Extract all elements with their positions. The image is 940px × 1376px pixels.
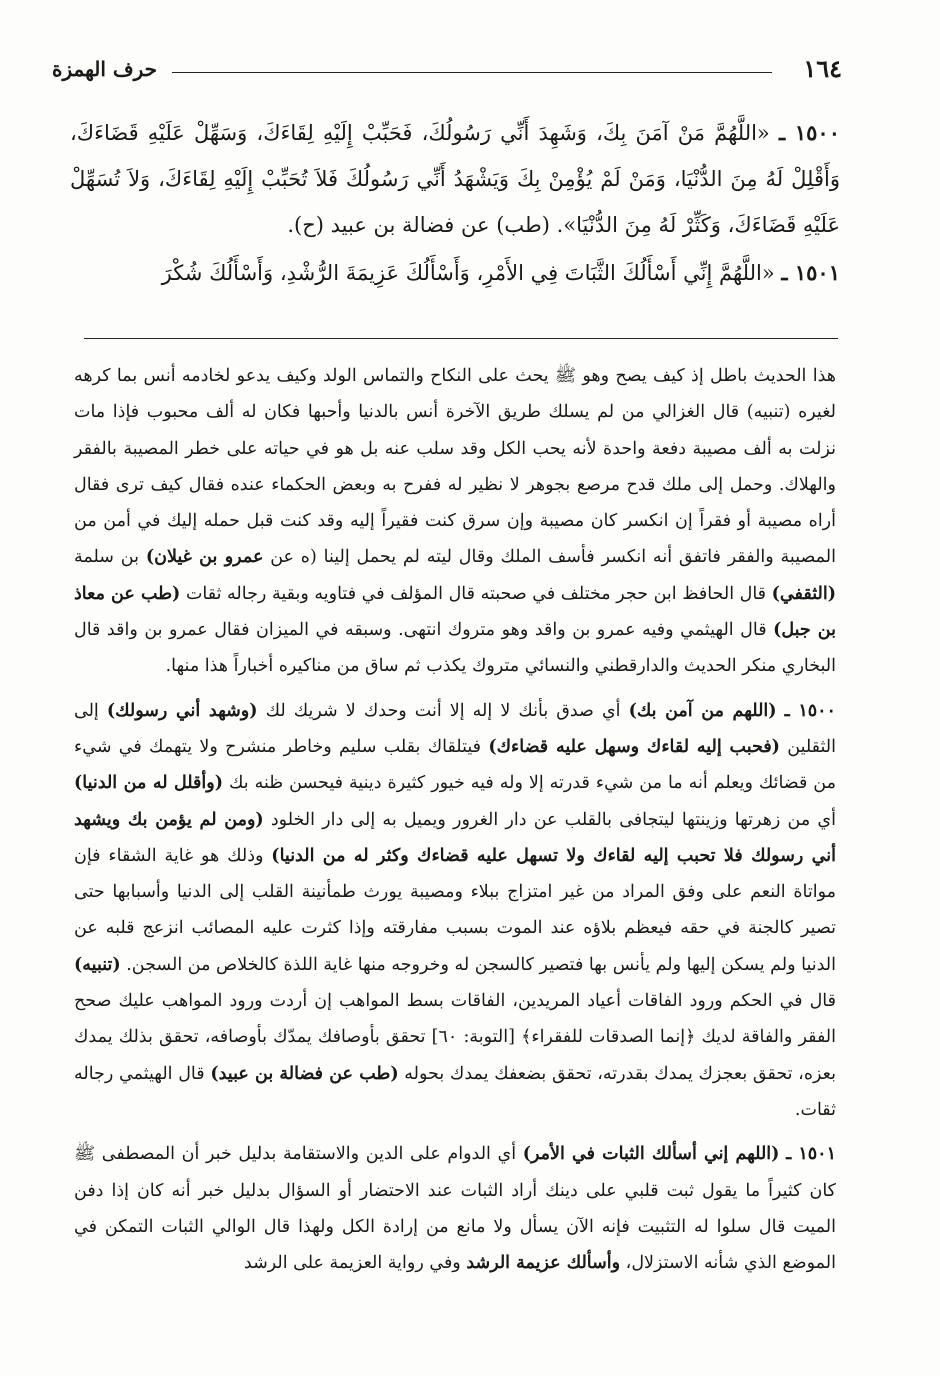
hadith-body: «اللَّهُمَّ إِنِّي أَسْأَلُكَ الثَّبَاتَ فِي الأَمْرِ، وَأَسْأَلُكَ عَزِيمَةَ الرُّشْدِ، وَأَسْأَلُكَ شُكْرَ bbox=[161, 261, 775, 285]
commentary-text: قال الهيثمي وفيه عمرو بن واقد وهو متروك انتهى. وسبقه في الميزان فقال عمرو بن واقد قال البخاري منكر الحديث والدارقطني والنسائي متروك يكذب ثم ساق من مناكيره أخباراً هذا منها. bbox=[74, 620, 836, 677]
commentary-citation: (الثقفي) bbox=[771, 583, 836, 604]
commentary-text: قال في الحكم ورود الفاقات أعياد المريدين، الفاقات بسط المواهب إن أردت ورود المواهب عليك صحح الفقر والفاقة لديك ﴿إنما الصدقات للفقراء﴾ [التوبة: ٦٠] تحقق بأوصافك يمدّك بأوصافه، تحقق بذلك يمدك بعزه، تحقق بعجزك يمدك بقدرته، تحقق بضعفك يمدك بحوله bbox=[74, 991, 836, 1084]
commentary-text: أي من زهرتها وزينتها ليتجافى بالقلب عن دار الغرور ويميل به إلى دار الخلود bbox=[270, 809, 836, 830]
commentary-paragraph-2 bbox=[74, 693, 836, 1129]
quoted-phrase: (فحبب إليه لقاءك وسهل عليه قضاءك) bbox=[488, 736, 780, 757]
quoted-phrase: (وشهد أني رسولك) bbox=[106, 700, 258, 721]
hadith-1500 bbox=[70, 110, 840, 248]
commentary-text: إلى الثقلين bbox=[74, 700, 836, 757]
hadith-number: ١٥٠٠ ـ bbox=[778, 120, 840, 145]
hadith-number: ١٥٠١ ـ bbox=[781, 260, 840, 285]
hadith-body: «اللَّهُمَّ مَنْ آمَنَ بِكَ، وَشَهِدَ أَنِّي رَسُولُكَ، فَحَبِّبْ إِلَيْهِ لِقَاءَكَ، وَسَهِّلْ عَلَيْهِ قَضَاءَكَ، وَأَقْلِلْ لَهُ مِنَ الدُّنْيَا، وَمَنْ لَمْ يُؤْمِنْ بِكَ وَيَشْهَدُ أَنِّي رَسُولُكَ فَلاَ تُحَبِّبْ إِلَيْهِ لِقَاءَكَ، وَلاَ تُسَهِّلْ عَلَيْهِ قَضَاءَكَ، وَكَثِّرْ لَهُ مِنَ الدُّنْيَا». (طب) عن فضالة بن عبيد (ح). bbox=[70, 121, 840, 237]
commentary-text: وذلك هو غاية الشقاء فإن مواتاة النعم على وفق المراد من غير امتزاج ببلاء ومصيبة يورث طمأنينة القلب إلى الدنيا وأسبابها حتى تصير كالجنة في حقه فيعظم بلاؤه عند الموت بسبب مفارقته وإذا كثرت عليه المصائب انزعج قلبه عن الدنيا ولم يسكن إليها ولم يأنس بها فتصير كالسجن له وخروجه منها غاية اللذة كالخلاص من السجن. bbox=[74, 845, 836, 975]
commentary-text: وفي رواية العزيمة على الرشد bbox=[243, 1253, 461, 1274]
hadith-1501 bbox=[70, 250, 840, 296]
commentary-citation: (طب عن فضالة بن عبيد) bbox=[210, 1063, 399, 1084]
commentary-text: قال الحافظ ابن حجر مختلف في صحبته قال المؤلف في فتاويه وبقية رجاله ثقات bbox=[185, 583, 767, 604]
header-rule bbox=[172, 72, 772, 73]
commentary-citation: (طب عن معاذ بن جبل) bbox=[74, 583, 836, 641]
section-title: حرف الهمزة bbox=[52, 57, 158, 81]
commentary-text: أي الدوام على الدين والاستقامة بدليل خبر أن المصطفى ﷺ كان كثيراً ما يقول ثبت قلبي على دينك أراد الثبات عند الاحتضار أو السؤال بدليل خبر أنه كان إذا دفن الميت قال سلوا له التثبيت فإنه الآن يسأل ولا مانع من إرادة الكل ولهذا قال الوالي الثبات التمكن في الموضع الذي شأنه الاستزلال، bbox=[74, 1144, 836, 1274]
quoted-phrase: (اللهم إني أسألك الثبات في الأمر) bbox=[522, 1144, 780, 1165]
entry-number: ١٥٠١ ـ bbox=[786, 1144, 836, 1165]
quoted-phrase: (ومن لم يؤمن بك ويشهد أني رسولك فلا تحبب إليه لقاءك ولا تسهل عليه قضاءك وكثر له من الدنيا) bbox=[74, 809, 836, 866]
commentary-text: فيتلقاك بقلب سليم وخاطر منشرح ولا يتهمك في شيء من قضائك ويعلم أنه ما من شيء قدرته إلا وله فيه خيور كثيرة دينية فيحسن ظنه بك bbox=[74, 736, 836, 794]
commentary-paragraph-3 bbox=[74, 1136, 836, 1281]
commentary-text: بن سلمة bbox=[74, 547, 139, 568]
footnote-divider bbox=[84, 338, 838, 339]
commentary-paragraph-1 bbox=[74, 358, 836, 685]
commentary-text: قال الهيثمي رجاله ثقات. bbox=[74, 1063, 836, 1120]
quoted-phrase: (وأقلل له من الدنيا) bbox=[74, 773, 224, 794]
page-header bbox=[52, 52, 842, 86]
commentary bbox=[74, 358, 836, 1289]
quoted-phrase: وأسألك عزيمة الرشد bbox=[466, 1253, 621, 1274]
page-number: ١٦٤ bbox=[803, 54, 842, 83]
hadith-text bbox=[70, 110, 840, 298]
commentary-citation: عمرو بن غيلان) bbox=[145, 547, 264, 568]
commentary-text: أي صدق بأنك لا إله إلا أنت وحدك لا شريك لك bbox=[265, 700, 621, 721]
note-label: (تنبيه) bbox=[74, 954, 121, 975]
entry-number: ١٥٠٠ ـ bbox=[784, 700, 836, 721]
quoted-phrase: (اللهم من آمن بك) bbox=[628, 700, 777, 721]
commentary-text: هذا الحديث باطل إذ كيف يصح وهو ﷺ يحث على النكاح والتماس الولد وكيف يدعو لخادمه أنس بما كرهه لغيره (تنبيه) قال الغزالي من لم يسلك طريق الآخرة أنس بالدنيا وأحبها فكان له ألف محبوب فإذا مات نزلت به ألف مصيبة دفعة واحدة لأنه يحب الكل وقد سلب عنه بل هو في حياته على خطر المصيبة بالفقر والهلاك. وحمل إلى ملك قدح مرصع بجوهر لا نظير له ففرح به وبعض الحكماء عنده فقال كيف ترى فقال أراه مصيبة أو فقراً إن انكسر كان مصيبة وإن سرق كنت فقيراً إليه وقد كنت قبل حمله إليك في أمن من المصيبة والفقر فاتفق أنه انكسر فأسف الملك وقال ليته لم يحمل إلينا (ه عن bbox=[74, 366, 836, 568]
